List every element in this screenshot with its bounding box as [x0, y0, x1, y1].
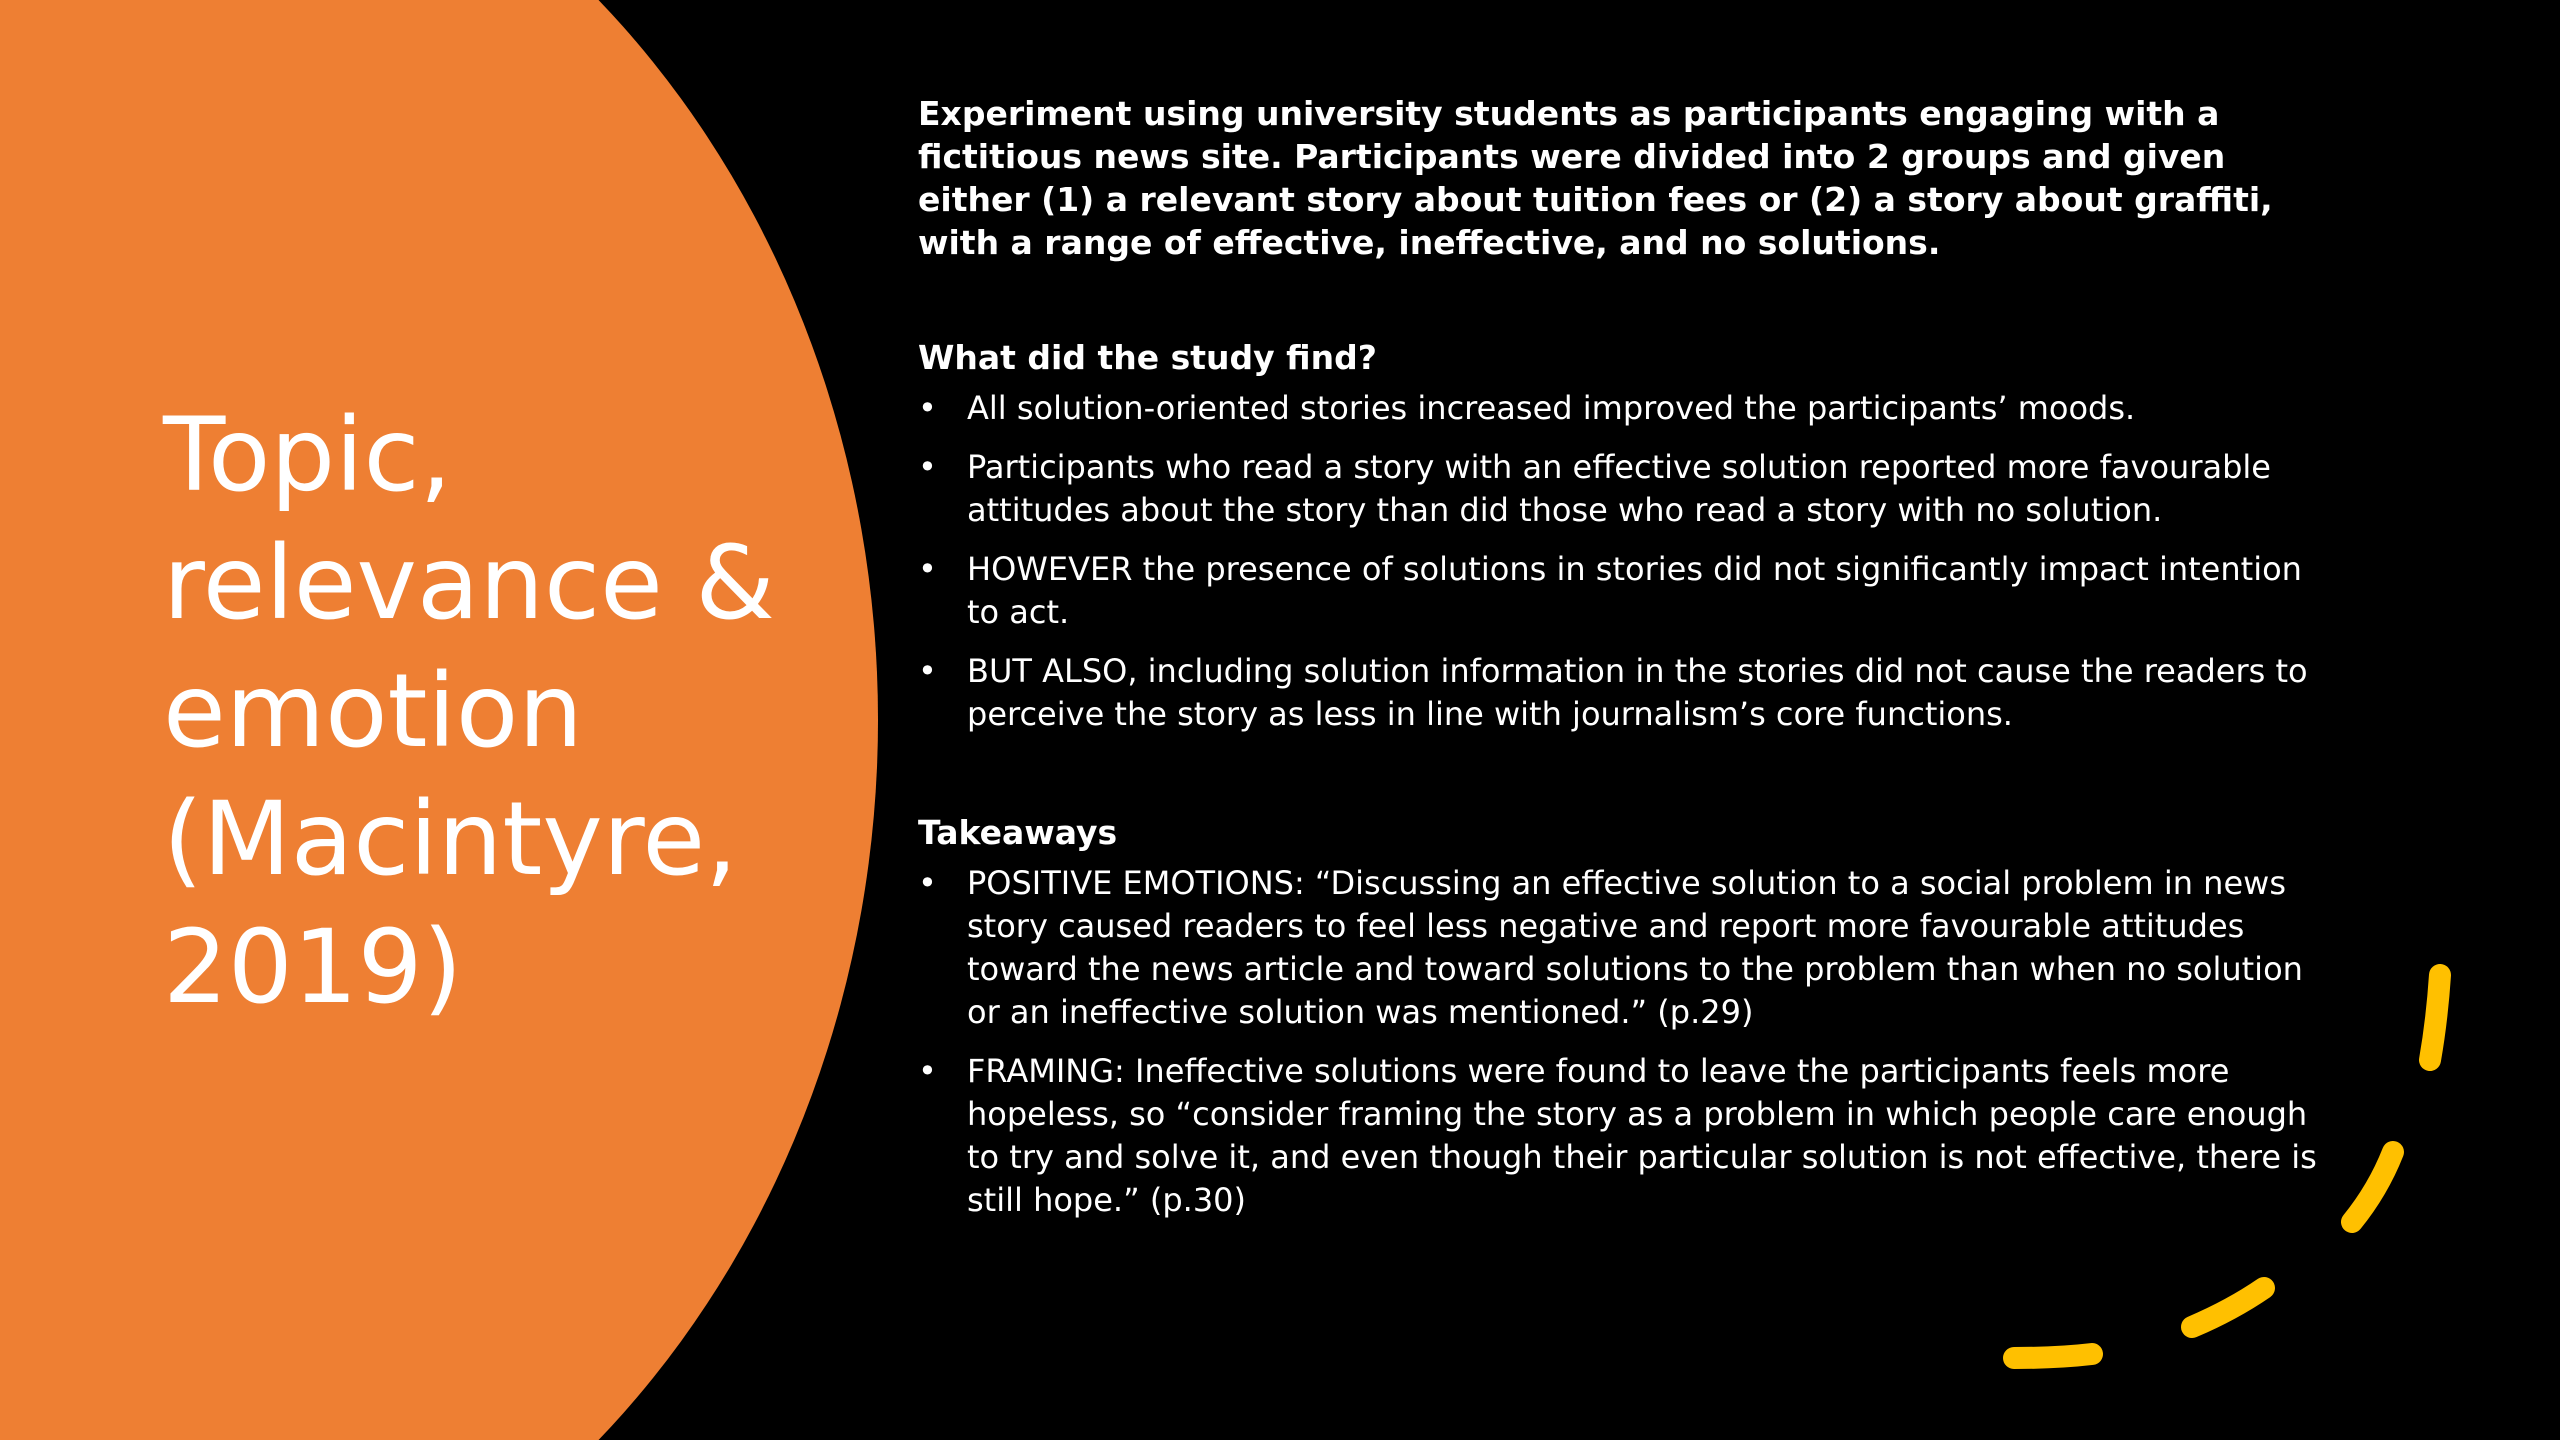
arc-dash [2352, 1152, 2393, 1222]
findings-heading: What did the study find? [918, 338, 1377, 377]
findings-item: • Participants who read a story with an effective solution reported more favourable attitudes about the story than did those who read a story with no solution. [918, 446, 2338, 532]
findings-list [918, 387, 2338, 736]
findings-item: • HOWEVER the presence of solutions in stories did not significantly impact intention to act. [918, 548, 2338, 634]
findings-item: • BUT ALSO, including solution information in the stories did not cause the readers to perceive the story as less in line with journalism’s core functions. [918, 650, 2338, 736]
arc-dash [2014, 1354, 2092, 1358]
dashed-arc-decoration [1980, 950, 2480, 1390]
findings-item: • All solution-oriented stories increased improved the participants’ moods. [918, 387, 2338, 430]
takeaways-item: • POSITIVE EMOTIONS: “Discussing an effective solution to a social problem in news story caused readers to feel less negative and report more favourable attitudes toward the news article and toward solutions to the problem than when no solution or an ineffective solution was mentioned.” (p.29) [918, 862, 2338, 1034]
slide-title: Topic, relevance & emotion (Macintyre, 2019) [163, 396, 775, 1027]
takeaways-item: • FRAMING: Ineffective solutions were found to leave the participants feels more hopeless, so “consider framing the story as a problem in which people care enough to try and solve it, and even though their particular solution is not effective, there is still hope.” (p.30) [918, 1050, 2338, 1222]
arc-dash [2430, 975, 2440, 1060]
arc-dash [2192, 1288, 2264, 1327]
takeaways-heading: Takeaways [918, 813, 1118, 852]
intro-paragraph: Experiment using university students as participants engaging with a fictitious news site. Participants were divided into 2 groups and given either (1) a relevant story about tuition fees or (2) a story about graffiti, with a range of effective, ineffective, and no solutions. [918, 94, 2273, 262]
